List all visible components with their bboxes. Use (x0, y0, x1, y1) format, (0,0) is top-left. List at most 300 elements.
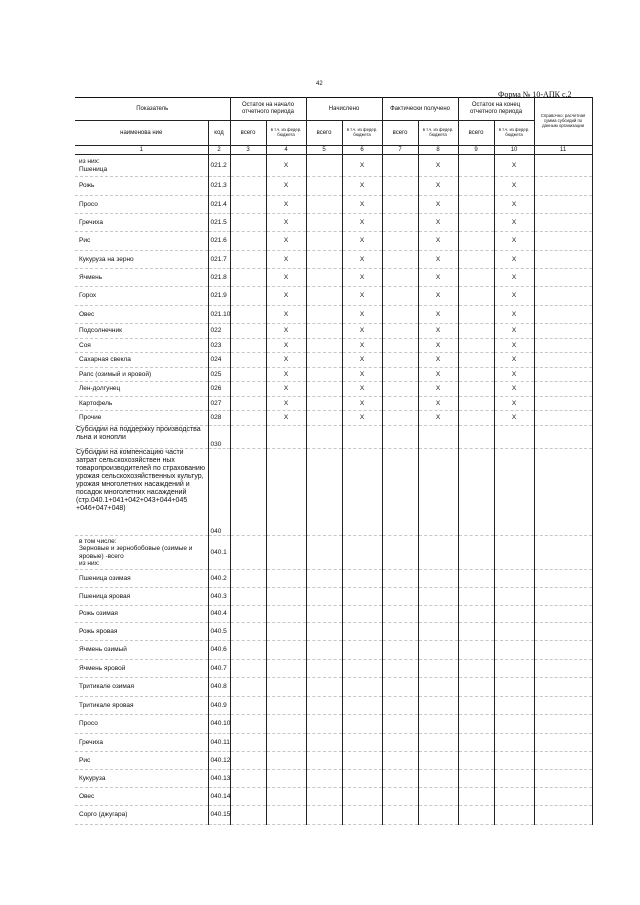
total-header-9: всего (458, 121, 494, 146)
x-mark: X (342, 339, 382, 353)
empty-cell (458, 411, 494, 426)
table-row (75, 536, 592, 570)
empty-cell (494, 623, 534, 641)
empty-cell (306, 324, 342, 339)
empty-cell (418, 536, 458, 570)
empty-cell (382, 588, 418, 606)
empty-cell (382, 536, 418, 570)
empty-cell (266, 426, 306, 449)
empty-cell (534, 251, 592, 269)
empty-cell (382, 623, 418, 641)
empty-cell (266, 606, 306, 623)
empty-cell (382, 397, 418, 411)
empty-cell (534, 734, 592, 752)
row-code: 040.4 (208, 606, 230, 623)
x-mark: X (266, 368, 306, 382)
row-code: 021.5 (208, 214, 230, 232)
form-title: Форма № 10-АПК с.2 (498, 90, 572, 99)
row-name: Рожь (75, 177, 208, 196)
row-name: Тритикале яровая (75, 697, 208, 715)
empty-cell (534, 177, 592, 196)
empty-cell (230, 306, 266, 324)
x-mark: X (342, 269, 382, 287)
federal-header-10: в т.ч. из федер. бюджета (494, 121, 534, 146)
empty-cell (458, 697, 494, 715)
empty-cell (306, 353, 342, 368)
empty-cell (230, 411, 266, 426)
row-name: Сорго (джугара) (75, 806, 208, 825)
row-code: 021.6 (208, 232, 230, 251)
empty-cell (458, 536, 494, 570)
empty-cell (306, 570, 342, 588)
row-name: Рапс (озимый и яровой) (75, 368, 208, 382)
empty-cell (266, 570, 306, 588)
empty-cell (494, 770, 534, 788)
empty-cell (342, 806, 382, 825)
empty-cell (534, 660, 592, 678)
row-code: 040.7 (208, 660, 230, 678)
row-code: 040.8 (208, 678, 230, 697)
group-header-opening: Остаток на начало отчетного периода (230, 98, 306, 121)
empty-cell (266, 697, 306, 715)
col-number: 10 (494, 146, 534, 155)
empty-cell (458, 196, 494, 214)
empty-cell (266, 678, 306, 697)
empty-cell (342, 752, 382, 770)
empty-cell (382, 339, 418, 353)
x-mark: X (342, 251, 382, 269)
empty-cell (382, 678, 418, 697)
empty-cell (266, 623, 306, 641)
empty-cell (306, 641, 342, 660)
col-number: 11 (534, 146, 592, 155)
row-code: 040.12 (208, 752, 230, 770)
empty-cell (458, 678, 494, 697)
empty-cell (382, 734, 418, 752)
row-code: 023 (208, 339, 230, 353)
empty-cell (534, 353, 592, 368)
empty-cell (306, 382, 342, 397)
x-mark: X (266, 269, 306, 287)
x-mark: X (266, 196, 306, 214)
empty-cell (418, 449, 458, 536)
empty-cell (230, 353, 266, 368)
row-name: Пшеница яровая (75, 588, 208, 606)
row-code: 040 (208, 449, 230, 536)
x-mark: X (418, 411, 458, 426)
x-mark: X (266, 382, 306, 397)
empty-cell (534, 411, 592, 426)
empty-cell (534, 588, 592, 606)
empty-cell (534, 397, 592, 411)
empty-cell (230, 588, 266, 606)
empty-cell (458, 426, 494, 449)
row-name: Рис (75, 232, 208, 251)
row-code: 026 (208, 382, 230, 397)
empty-cell (230, 536, 266, 570)
empty-cell (534, 641, 592, 660)
x-mark: X (266, 339, 306, 353)
row-code: 021.8 (208, 269, 230, 287)
empty-cell (494, 788, 534, 806)
empty-cell (306, 536, 342, 570)
row-code: 040.14 (208, 788, 230, 806)
col-number: 3 (230, 146, 266, 155)
group-header-accrued: Начислено (306, 98, 382, 121)
table-row (75, 734, 592, 752)
row-code: 027 (208, 397, 230, 411)
row-name: Прочие (75, 411, 208, 426)
empty-cell (230, 641, 266, 660)
empty-cell (534, 715, 592, 734)
empty-cell (306, 770, 342, 788)
empty-cell (342, 788, 382, 806)
empty-cell (534, 269, 592, 287)
x-mark: X (418, 339, 458, 353)
x-mark: X (342, 155, 382, 177)
x-mark: X (418, 214, 458, 232)
empty-cell (418, 752, 458, 770)
table-row (75, 251, 592, 269)
empty-cell (306, 306, 342, 324)
row-name: Овес (75, 306, 208, 324)
row-code: 021.7 (208, 251, 230, 269)
col-number: 9 (458, 146, 494, 155)
x-mark: X (266, 232, 306, 251)
empty-cell (534, 570, 592, 588)
empty-cell (418, 788, 458, 806)
table-row (75, 214, 592, 232)
empty-cell (306, 449, 342, 536)
empty-cell (306, 678, 342, 697)
empty-cell (230, 770, 266, 788)
empty-cell (418, 678, 458, 697)
empty-cell (230, 806, 266, 825)
empty-cell (458, 570, 494, 588)
row-name: Пшеница озимая (75, 570, 208, 588)
row-code: 040.2 (208, 570, 230, 588)
x-mark: X (342, 232, 382, 251)
empty-cell (534, 306, 592, 324)
empty-cell (382, 770, 418, 788)
x-mark: X (494, 411, 534, 426)
empty-cell (382, 177, 418, 196)
x-mark: X (494, 397, 534, 411)
row-code: 040.15 (208, 806, 230, 825)
empty-cell (306, 588, 342, 606)
x-mark: X (342, 177, 382, 196)
empty-cell (306, 623, 342, 641)
empty-cell (306, 806, 342, 825)
empty-cell (266, 752, 306, 770)
empty-cell (494, 678, 534, 697)
row-name: Рожь озимая (75, 606, 208, 623)
empty-cell (458, 324, 494, 339)
empty-cell (382, 715, 418, 734)
empty-cell (342, 641, 382, 660)
empty-cell (534, 788, 592, 806)
table-row (75, 397, 592, 411)
x-mark: X (342, 214, 382, 232)
row-name: Просо (75, 196, 208, 214)
row-code: 021.3 (208, 177, 230, 196)
empty-cell (306, 397, 342, 411)
x-mark: X (418, 397, 458, 411)
empty-cell (266, 734, 306, 752)
empty-cell (494, 606, 534, 623)
table-row (75, 752, 592, 770)
reference-header: Справочно: расчетная сумма субсидий по данным организации (534, 98, 592, 146)
empty-cell (342, 660, 382, 678)
table-row (75, 232, 592, 251)
empty-cell (266, 641, 306, 660)
x-mark: X (494, 214, 534, 232)
row-name: Соя (75, 339, 208, 353)
row-name: Субсидии на компенсацию части затрат сельскохозяйствен ных товаропроизводителей по страхованию урожая сельскохозяйственных культур, урожая многолетних насаждений и посадок многолетних насаждений (стр.040.1+041+042+043+044+045 +046+047+048) (75, 449, 208, 536)
empty-cell (266, 788, 306, 806)
empty-cell (230, 660, 266, 678)
empty-cell (230, 368, 266, 382)
table-row (75, 368, 592, 382)
empty-cell (382, 214, 418, 232)
row-name: Просо (75, 715, 208, 734)
x-mark: X (342, 368, 382, 382)
empty-cell (494, 426, 534, 449)
x-mark: X (342, 306, 382, 324)
empty-cell (306, 251, 342, 269)
x-mark: X (494, 353, 534, 368)
table-row (75, 426, 592, 449)
row-code: 040.1 (208, 536, 230, 570)
empty-cell (494, 588, 534, 606)
col-number: 5 (306, 146, 342, 155)
table-row (75, 449, 592, 536)
empty-cell (458, 353, 494, 368)
empty-cell (306, 177, 342, 196)
empty-cell (382, 752, 418, 770)
row-code: 028 (208, 411, 230, 426)
empty-cell (458, 269, 494, 287)
row-code: 040.3 (208, 588, 230, 606)
empty-cell (458, 251, 494, 269)
empty-cell (458, 623, 494, 641)
x-mark: X (266, 251, 306, 269)
empty-cell (418, 426, 458, 449)
col-number: 6 (342, 146, 382, 155)
row-code: 030 (208, 426, 230, 449)
empty-cell (342, 697, 382, 715)
x-mark: X (494, 287, 534, 306)
table-row (75, 588, 592, 606)
empty-cell (534, 382, 592, 397)
empty-cell (342, 588, 382, 606)
row-name: Кукуруза на зерно (75, 251, 208, 269)
row-name: Тритикале озимая (75, 678, 208, 697)
x-mark: X (418, 196, 458, 214)
row-code: 021.2 (208, 155, 230, 177)
empty-cell (230, 324, 266, 339)
empty-cell (306, 734, 342, 752)
x-mark: X (494, 177, 534, 196)
x-mark: X (342, 324, 382, 339)
empty-cell (306, 411, 342, 426)
row-name: Рис (75, 752, 208, 770)
empty-cell (494, 660, 534, 678)
empty-cell (458, 734, 494, 752)
empty-cell (306, 232, 342, 251)
x-mark: X (418, 177, 458, 196)
table-row (75, 697, 592, 715)
row-name: Субсидии на поддержку производства льна и конопли (75, 426, 208, 449)
empty-cell (230, 734, 266, 752)
empty-cell (458, 306, 494, 324)
empty-cell (306, 287, 342, 306)
x-mark: X (266, 306, 306, 324)
table-row (75, 411, 592, 426)
empty-cell (230, 339, 266, 353)
x-mark: X (342, 382, 382, 397)
x-mark: X (266, 214, 306, 232)
x-mark: X (494, 368, 534, 382)
col-number: 8 (418, 146, 458, 155)
empty-cell (534, 806, 592, 825)
x-mark: X (418, 324, 458, 339)
empty-cell (418, 715, 458, 734)
empty-cell (534, 770, 592, 788)
empty-cell (342, 536, 382, 570)
empty-cell (534, 232, 592, 251)
table-row (75, 770, 592, 788)
empty-cell (266, 715, 306, 734)
empty-cell (306, 269, 342, 287)
empty-cell (342, 734, 382, 752)
x-mark: X (266, 155, 306, 177)
x-mark: X (342, 196, 382, 214)
group-header-closing: Остаток на конец отчетного периода (458, 98, 534, 121)
row-name: Рожь яровая (75, 623, 208, 641)
x-mark: X (418, 155, 458, 177)
empty-cell (458, 715, 494, 734)
empty-cell (534, 697, 592, 715)
x-mark: X (494, 232, 534, 251)
empty-cell (230, 426, 266, 449)
row-name: Овес (75, 788, 208, 806)
row-code: 040.10 (208, 715, 230, 734)
empty-cell (494, 715, 534, 734)
table-row (75, 287, 592, 306)
x-mark: X (266, 411, 306, 426)
row-code: 025 (208, 368, 230, 382)
total-header-7: всего (382, 121, 418, 146)
empty-cell (306, 697, 342, 715)
x-mark: X (342, 411, 382, 426)
empty-cell (534, 214, 592, 232)
row-code: 040.9 (208, 697, 230, 715)
empty-cell (382, 353, 418, 368)
name-header: наименова ние (75, 121, 208, 146)
empty-cell (230, 251, 266, 269)
empty-cell (230, 196, 266, 214)
empty-cell (306, 368, 342, 382)
empty-cell (342, 426, 382, 449)
table-row (75, 155, 592, 177)
row-name: Горох (75, 287, 208, 306)
total-header-3: всего (230, 121, 266, 146)
federal-header-4: в т.ч. из федер. бюджета (266, 121, 306, 146)
empty-cell (230, 232, 266, 251)
x-mark: X (418, 368, 458, 382)
empty-cell (306, 660, 342, 678)
row-name: Картофель (75, 397, 208, 411)
empty-cell (458, 770, 494, 788)
row-name: Гречиха (75, 214, 208, 232)
empty-cell (534, 606, 592, 623)
empty-cell (458, 155, 494, 177)
subsidies-table (75, 97, 593, 825)
empty-cell (458, 232, 494, 251)
empty-cell (230, 269, 266, 287)
row-code: 040.6 (208, 641, 230, 660)
empty-cell (230, 449, 266, 536)
empty-cell (342, 770, 382, 788)
col-number: 2 (208, 146, 230, 155)
empty-cell (382, 155, 418, 177)
empty-cell (382, 426, 418, 449)
empty-cell (534, 287, 592, 306)
x-mark: X (418, 306, 458, 324)
empty-cell (342, 570, 382, 588)
row-name: в том числе: Зерновые и зернобобовые (озимые и яровые) -всего из них: (75, 536, 208, 570)
row-code: 040.11 (208, 734, 230, 752)
empty-cell (266, 770, 306, 788)
empty-cell (342, 606, 382, 623)
empty-cell (534, 536, 592, 570)
x-mark: X (342, 353, 382, 368)
empty-cell (230, 697, 266, 715)
code-header: код (208, 121, 230, 146)
empty-cell (266, 806, 306, 825)
table-row (75, 177, 592, 196)
col-number: 7 (382, 146, 418, 155)
empty-cell (494, 536, 534, 570)
empty-cell (418, 770, 458, 788)
empty-cell (494, 752, 534, 770)
x-mark: X (266, 397, 306, 411)
empty-cell (534, 449, 592, 536)
empty-cell (230, 155, 266, 177)
empty-cell (266, 588, 306, 606)
empty-cell (418, 734, 458, 752)
empty-cell (458, 368, 494, 382)
table-row (75, 339, 592, 353)
row-code: 021.9 (208, 287, 230, 306)
empty-cell (382, 382, 418, 397)
empty-cell (458, 660, 494, 678)
x-mark: X (418, 382, 458, 397)
x-mark: X (266, 177, 306, 196)
empty-cell (458, 382, 494, 397)
table-row (75, 678, 592, 697)
x-mark: X (494, 251, 534, 269)
empty-cell (418, 623, 458, 641)
empty-cell (382, 660, 418, 678)
empty-cell (418, 806, 458, 825)
empty-cell (382, 368, 418, 382)
x-mark: X (418, 287, 458, 306)
table-row (75, 623, 592, 641)
x-mark: X (494, 269, 534, 287)
empty-cell (382, 306, 418, 324)
